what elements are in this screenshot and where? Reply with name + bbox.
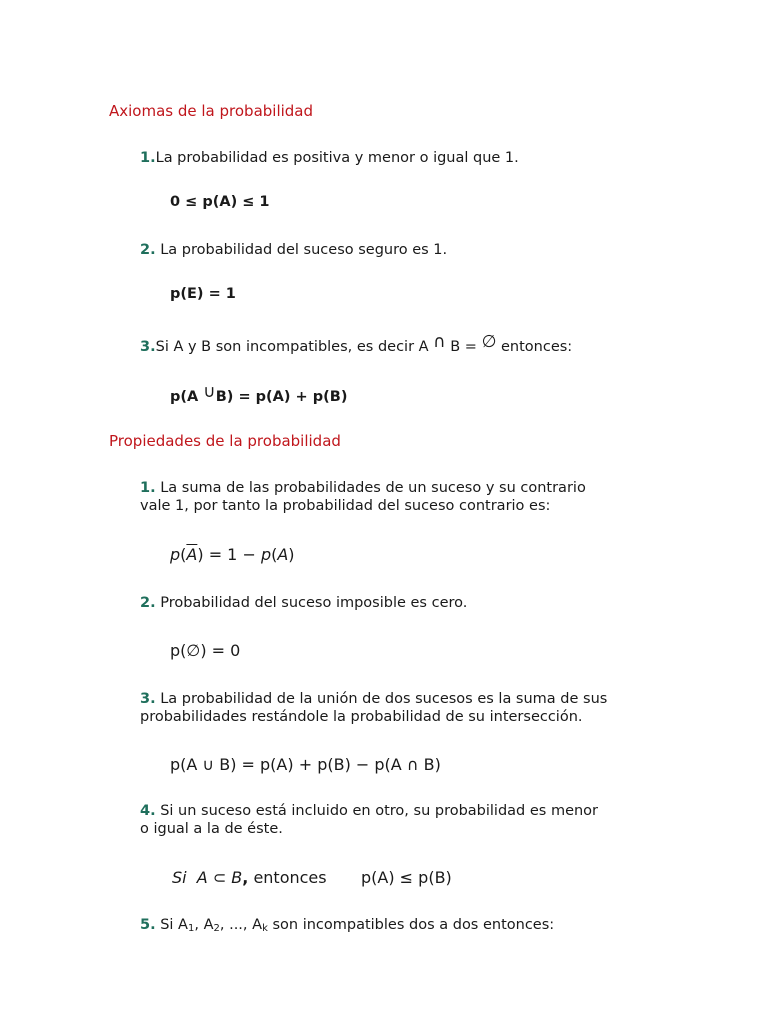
axioma-1-text: La probabilidad es positiva y menor o igual que 1. [155,150,519,166]
propiedad-4-formula-left [172,868,327,887]
axioma-3-text-after: entonces: [496,339,573,355]
axioma-1-number: 1. [140,150,156,166]
union-symbol: ∪ [203,382,216,402]
propiedad-2 [140,594,467,612]
axioma-3 [140,332,573,356]
propiedad-3 [140,690,607,726]
f4-comma: , [242,868,249,887]
subscript-1: 1 [187,923,195,934]
f1-a: A [277,545,289,564]
f1-a-complement: $\overline{A}$ [186,545,198,564]
axioma-3-text-mid: B = [445,339,482,355]
axioma-3-formula-after: B) = p(A) + p(B) [215,389,348,405]
subscript-k: k [262,923,268,934]
axiomas-heading: Axiomas de la probabilidad [109,102,314,120]
propiedad-5-sep-1: , A [194,917,214,933]
propiedad-5-number: 5. [140,917,156,933]
propiedad-1-number: 1. [140,480,156,496]
axioma-3-formula [170,382,348,406]
propiedad-1-formula: $p(\overline{A}) = 1 - p(A)$ [170,545,295,564]
f1-close: ) [288,545,295,564]
propiedad-2-number: 2. [140,595,156,611]
axioma-2-text: La probabilidad del suceso seguro es 1. [155,242,448,258]
axioma-2-formula: p(E) = 1 [170,286,236,302]
propiedad-4-formula-right: p(A) ≤ p(B) [361,868,452,887]
f4-entonces: entonces [248,868,327,887]
intersection-symbol: ∩ [433,332,446,352]
f1-p: p [170,545,181,564]
axioma-3-text-before: Si A y B son incompatibles, es decir A [155,339,434,355]
axioma-1-formula: 0 ≤ p(A) ≤ 1 [170,194,270,210]
empty-set-symbol: ∅ [481,332,497,352]
propiedad-5-text-after: son incompatibles dos a dos entonces: [267,917,555,933]
propiedad-5-sep-2: , ..., A [219,917,263,933]
propiedad-4-number: 4. [140,803,156,819]
propiedades-heading: Propiedades de la probabilidad [109,432,341,450]
propiedad-1-line1: La suma de las probabilidades de un suceso y su contrario [155,480,586,496]
propiedad-4-line1: Si un suceso está incluido en otro, su probabilidad es menor [155,803,599,819]
propiedad-3-line1: La probabilidad de la unión de dos sucesos es la suma de sus [155,691,608,707]
propiedad-3-number: 3. [140,691,156,707]
propiedad-3-line2: probabilidades restándole la probabilidad de su intersección. [140,709,583,725]
axioma-2 [140,241,447,259]
f4-si: Si [172,868,187,887]
axioma-3-formula-before: p(A [170,389,204,405]
propiedad-5-text-before: Si A [155,917,188,933]
subscript-2: 2 [213,923,220,934]
axioma-3-number: 3. [140,339,156,355]
propiedad-1-line2: vale 1, por tanto la probabilidad del suceso contrario es: [140,498,551,514]
propiedad-4 [140,802,598,838]
propiedad-5 [140,916,554,938]
propiedad-4-line2: o igual a la de éste. [140,821,283,837]
axioma-2-number: 2. [140,242,156,258]
propiedad-2-text: Probabilidad del suceso imposible es cero. [155,595,468,611]
f4-subset: A ⊂ B [196,868,243,887]
axioma-1 [140,149,519,167]
f1-open: ( [271,545,278,564]
f1-p2: p [260,545,272,564]
propiedad-2-formula: p(∅) = 0 [170,641,241,660]
f1-rest: ) = 1 − [197,545,261,564]
propiedad-1 [140,479,586,515]
propiedad-3-formula: p(A ∪ B) = p(A) + p(B) − p(A ∩ B) [170,755,441,774]
